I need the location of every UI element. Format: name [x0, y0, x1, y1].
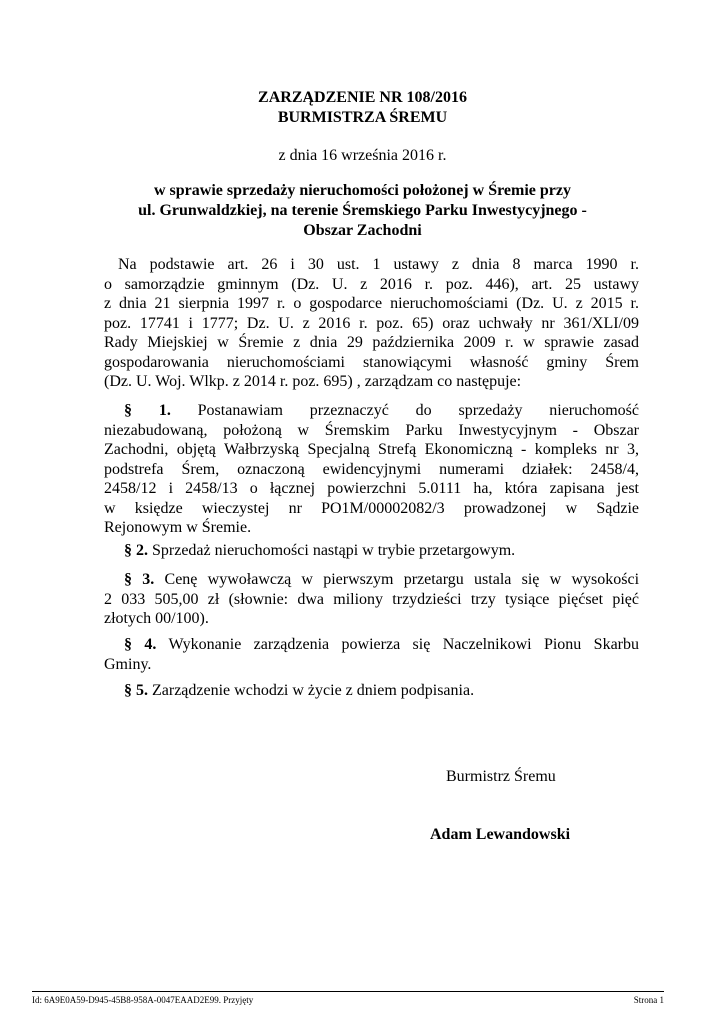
text-line: w księdze wieczystej nr PO1M/00002082/3 prowadzonej w Sądzie — [104, 499, 639, 517]
text-line: Zachodni, objętą Wałbrzyską Specjalną Strefą Ekonomiczną - kompleks nr 3, — [104, 441, 639, 458]
text-line: Rady Miejskiej w Śremie z dnia 29 października 2009 r. w sprawie zasad — [104, 334, 639, 351]
paragraph-3 — [104, 570, 639, 629]
text-line: z dnia 21 sierpnia 1997 r. o gospodarce nieruchomościami (Dz. U. z 2015 r. — [104, 295, 639, 312]
paragraph-text: Postanawiam przeznaczyć do sprzedaży nieruchomość — [197, 402, 640, 419]
paragraph-mark: § 2. — [124, 542, 148, 559]
subject-line: Obszar Zachodni — [303, 222, 422, 239]
text-line: poz. 17741 i 1777; Dz. U. z 2016 r. poz. 65) oraz uchwały nr 361/XLI/09 — [104, 314, 639, 332]
document-title: ZARZĄDZENIE NR 108/2016 — [258, 89, 467, 106]
document-date: z dnia 16 września 2016 r. — [278, 147, 447, 164]
text-line: Gminy. — [104, 655, 152, 673]
paragraph-5 — [104, 681, 639, 701]
subject-line: ul. Grunwaldzkiej, na terenie Śremskiego Parku Inwestycyjnego - — [138, 202, 587, 219]
paragraph-mark: § 5. — [124, 682, 148, 699]
paragraph-text: Wykonanie zarządzenia powierza się Naczelnikowi Pionu Skarbu — [168, 636, 640, 653]
text-line: 2458/12 i 2458/13 o łącznej powierzchni 5.0111 ha, która zapisana jest — [104, 480, 639, 497]
text-line — [104, 570, 639, 590]
text-line: gospodarowania nieruchomościami stanowiącymi własność gminy Śrem — [104, 353, 639, 371]
signatory-role: Burmistrz Śremu — [446, 768, 556, 785]
text-line: 2 033 505,00 zł (słownie: dwa miliony trzydzieści trzy tysiące pięćset pięć — [104, 590, 639, 608]
text-line: niezabudowaną, położoną w Śremskim Parku Inwestycyjnym - Obszar — [104, 421, 639, 439]
paragraph-2 — [104, 541, 639, 561]
paragraph-mark: § 1. — [124, 402, 171, 419]
text-line: (Dz. U. Woj. Wlkp. z 2014 r. poz. 695) , zarządzam co następuje: — [104, 373, 522, 390]
text-line: o samorządzie gminnym (Dz. U. z 2016 r. poz. 446), art. 25 ustawy — [104, 275, 639, 293]
subject-line: w sprawie sprzedaży nieruchomości położonej w Śremie przy — [154, 182, 571, 199]
text-line — [104, 401, 639, 421]
signatory-name: Adam Lewandowski — [430, 826, 571, 843]
legal-basis-paragraph — [104, 255, 639, 392]
paragraph-1 — [104, 401, 639, 538]
text-line — [104, 681, 639, 701]
paragraph-4 — [104, 635, 639, 674]
footer-document-id: Id: 6A9E0A59-D945-45B8-958A-0047EAAD2E99. Przyjęty — [32, 995, 254, 1005]
footer-page-number: Strona 1 — [633, 995, 664, 1005]
footer-divider — [32, 991, 664, 992]
paragraph-text: Sprzedaż nieruchomości nastąpi w trybie przetargowym. — [152, 542, 516, 559]
paragraph-text: Zarządzenie wchodzi w życie z dniem podpisania. — [152, 682, 475, 699]
document-subject — [0, 181, 725, 241]
text-line: złotych 00/100). — [104, 610, 209, 627]
text-line: podstrefa Śrem, oznaczoną ewidencyjnymi numerami działek: 2458/4, — [104, 460, 639, 478]
paragraph-mark: § 4. — [124, 636, 157, 653]
text-line: Na podstawie art. 26 i 30 ust. 1 ustawy z dnia 8 marca 1990 r. — [118, 256, 639, 273]
text-line — [104, 541, 639, 561]
text-line — [104, 635, 639, 655]
paragraph-mark: § 3. — [124, 571, 155, 588]
text-line: Rejonowym w Śremie. — [104, 519, 252, 536]
paragraph-text: Cenę wywoławczą w pierwszym przetargu ustala się w wysokości — [164, 571, 640, 588]
document-issuer: BURMISTRZA ŚREMU — [277, 109, 448, 126]
